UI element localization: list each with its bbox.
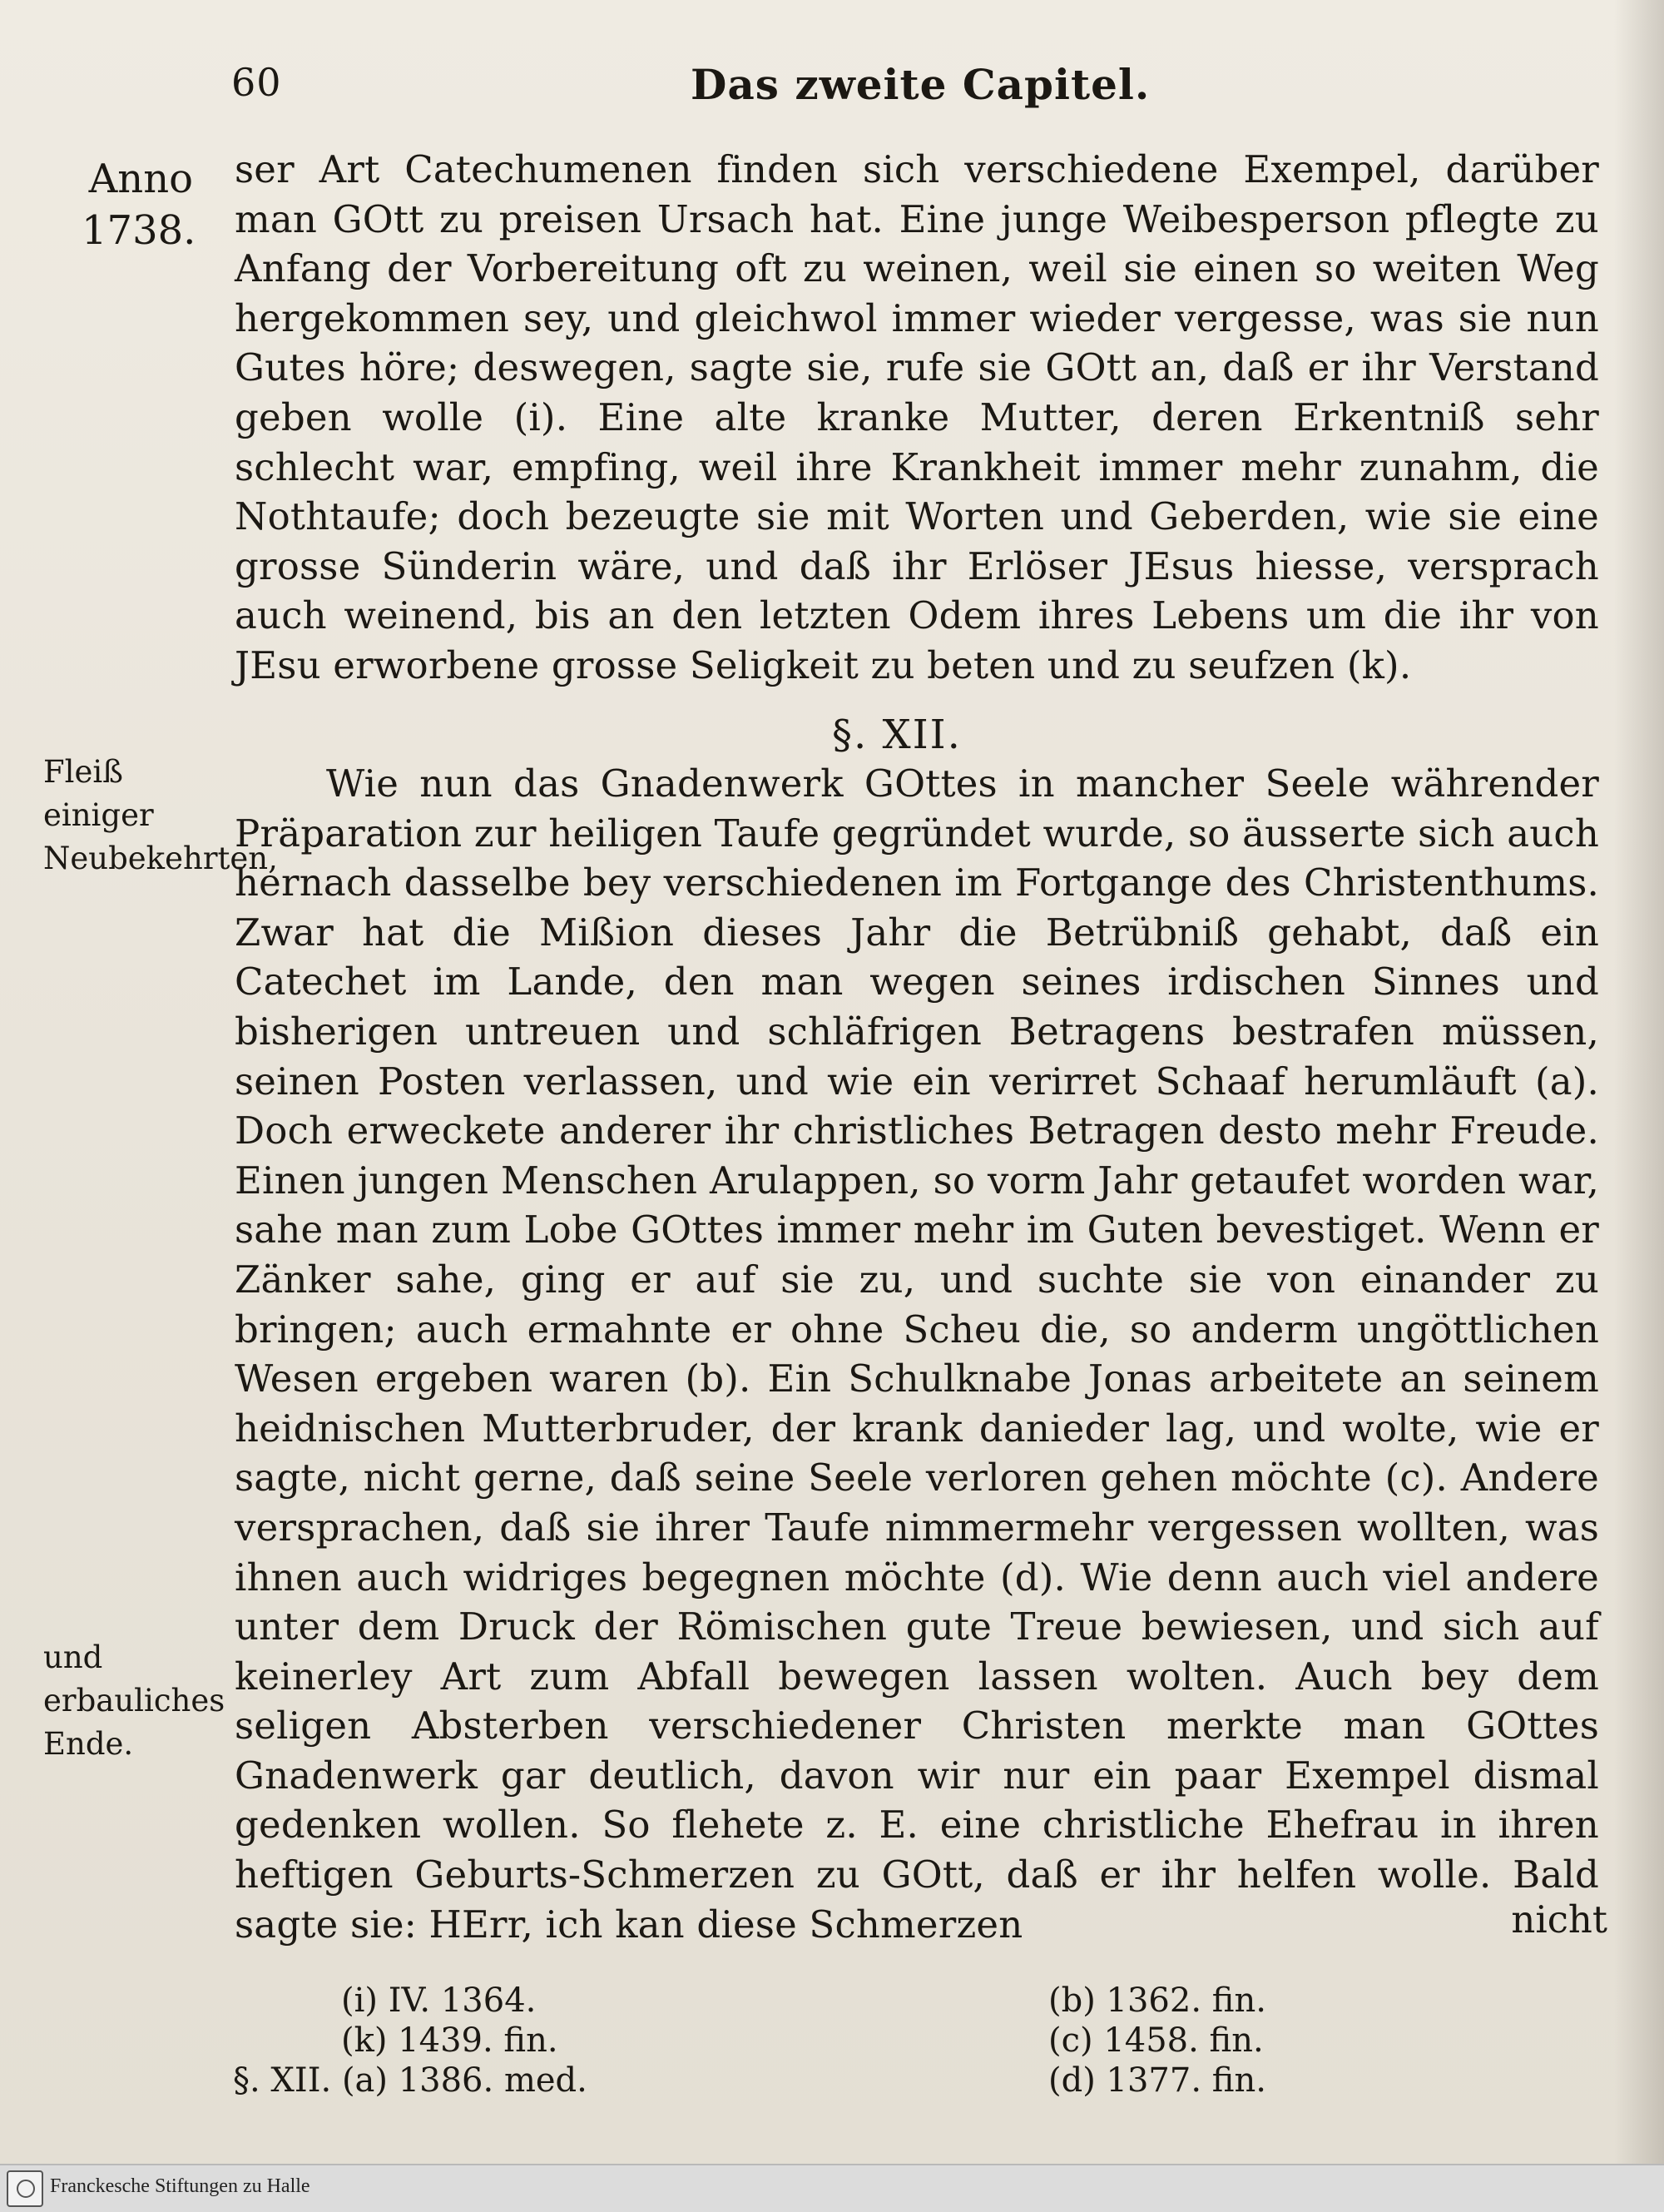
page-edge-shadow — [1614, 0, 1664, 2164]
footnote-a: §. XII. (a) 1386. med. — [233, 2061, 587, 2100]
section-heading: §. XII. — [832, 712, 962, 758]
footnote-c: (c) 1458. fin. — [1048, 2021, 1264, 2060]
margin-note-edifying-end: und erbauliches Ende. — [43, 1639, 225, 1762]
viewer-footer — [0, 2164, 1664, 2212]
catchword: nicht — [1511, 1897, 1607, 1942]
footnote-k: (k) 1439. fin. — [341, 2021, 558, 2060]
paragraph-catechumens: ser Art Catechumenen finden sich verschiedene Exempel, darüber man GOtt zu preisen Ursach hat. Eine junge Weibesperson pflegte zu Anfang der Vorbereitung oft zu weinen, weil sie einen so weiten Weg hergekommen sey, und gleichwol immer wieder vergesse, was sie nun Gutes höre; deswegen, sagte sie, rufe sie GOtt an, daß er ihr Verstand geben wolle (i). Eine alte kranke Mutter, deren Erkentniß sehr schlecht war, empfing, weil ihre Krankheit immer mehr zunahm, die Nothtaufe; doch bezeugte sie mit Worten und Geberden, wie sie eine grosse Sünderin wäre, und daß ihr Erlöser JEsus hiesse, versprach auch weinend, bis an den letzten Odem ihres Lebens um die ihr von JEsu erworbene grosse Seligkeit zu beten und zu seufzen (k). — [235, 147, 1599, 687]
institution-name: Franckesche Stiftungen zu Halle — [50, 2175, 310, 2197]
footnote-d: (d) 1377. fin. — [1048, 2061, 1266, 2100]
footnote-b: (b) 1362. fin. — [1048, 1981, 1266, 2020]
running-head: Das zweite Capitel. — [691, 60, 1151, 109]
institution-logo-icon — [7, 2170, 43, 2207]
page-number: 60 — [231, 60, 282, 105]
paragraph-section-xii: Wie nun das Gnadenwerk GOttes in mancher Seele währender Präparation zur heiligen Taufe gegründet wurde, so äusserte sich auch hernach dasselbe bey verschiedenen im Fortgange des Christenthums. Zwar hat die Mißion dieses Jahr die Betrübniß gehabt, daß ein Catechet im Lande, den man wegen seines irdischen Sinnes und bisherigen untreuen und schläfrigen Betragens bestrafen müssen, seinen Posten verlassen, und wie ein verirret Schaaf herumläuft (a). Doch erweckete anderer ihr christliches Betragen desto mehr Freude. Einen jungen Menschen Arulappen, so vorm Jahr getaufet worden war, sahe man zum Lobe GOttes immer mehr im Guten bevestiget. Wenn er Zänker sahe, ging er auf sie zu, und suchte sie von einander zu bringen; auch ermahnte er ohne Scheu die, so anderm ungöttlichen Wesen ergeben waren (b). Ein Schulknabe Jonas arbeitete an seinem heidnischen Mutterbruder, der krank danieder lag, und wolte, wie er sagte, nicht gerne, daß seine Seele verloren gehen möchte (c). Andere versprachen, daß sie ihrer Taufe nimmermehr vergessen wollten, was ihnen auch widriges begegnen möchte (d). Wie denn auch viel andere unter dem Druck der Römischen gute Treue bewiesen, und sich auf keinerley Art zum Abfall bewegen lassen wolten. Auch bey dem seligen Absterben verschiedener Christen merkte man GOttes Gnadenwerk gar deutlich, davon wir nur ein paar Exempel dismal gedenken wollen. So flehete z. E. eine christliche Ehefrau in ihren heftigen Geburts-Schmerzen zu GOtt, daß er ihr helfen wolle. Bald sagte sie: HErr, ich kan diese Schmerzen — [235, 761, 1599, 1947]
footnotes-left-column — [233, 1981, 587, 2100]
footnote-i: (i) IV. 1364. — [341, 1981, 537, 2020]
footnotes-right-column — [1048, 1981, 1266, 2100]
margin-note-diligence: Fleiß einiger Neubekehrten, — [43, 754, 278, 876]
margin-note-year: Anno 1738. — [82, 156, 196, 254]
